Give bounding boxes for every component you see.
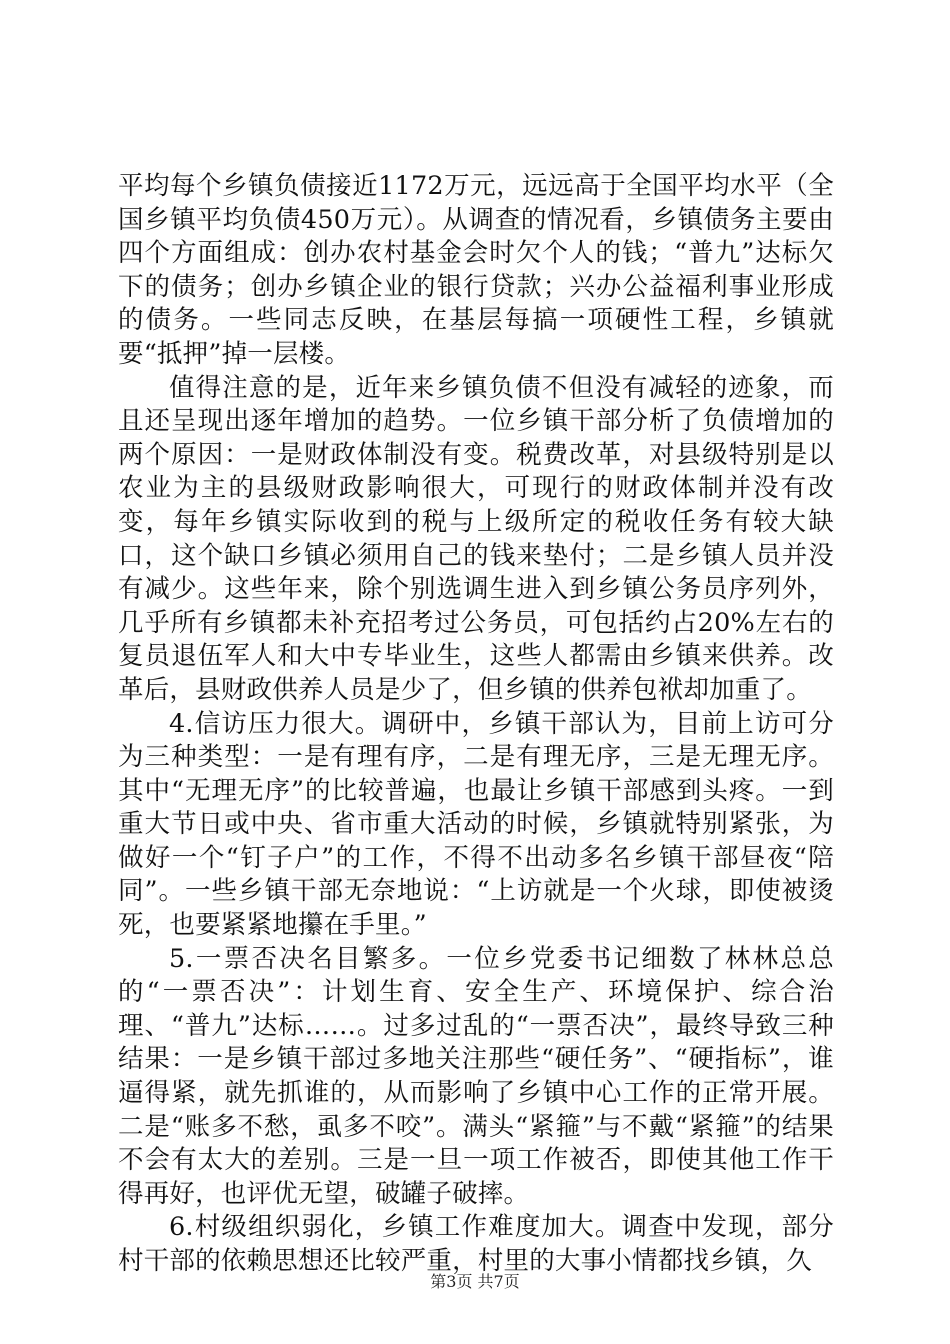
paragraph-petition-pressure: 4.信访压力很大。调研中，乡镇干部认为，目前上访可分为三种类型：一是有理有序，二是有理无序，三是无理无序。其中“无理无序”的比较普遍，也最让乡镇干部感到头疼。一到重大节日或中央、省市重大活动的时候，乡镇就特别紧张，为做好一个“钉子户”的工作，不得不出动多名乡镇干部昼夜“陪同”。一些乡镇干部无奈地说：“上访就是一个火球，即使被烫死，也要紧紧地攥在手里。” (118, 708, 834, 941)
document-body (118, 170, 834, 1279)
paragraph-debt-trend: 值得注意的是，近年来乡镇负债不但没有减轻的迹象，而且还呈现出逐年增加的趋势。一位乡镇干部分析了负债增加的两个原因：一是财政体制没有变。税费改革，对县级特别是以农业为主的县级财政影响很大，可现行的财政体制并没有改变，每年乡镇实际收到的税与上级所定的税收任务有较大缺口，这个缺口乡镇必须用自己的钱来垫付；二是乡镇人员并没有减少。这些年来，除个别选调生进入到乡镇公务员序列外，几乎所有乡镇都未补充招考过公务员，可包括约占20%左右的复员退伍军人和大中专毕业生，这些人都需由乡镇来供养。改革后，县财政供养人员是少了，但乡镇的供养包袱却加重了。 (118, 372, 834, 705)
paragraph-debt-average: 平均每个乡镇负债接近1172万元，远远高于全国平均水平（全国乡镇平均负债450万元）。从调查的情况看，乡镇债务主要由四个方面组成：创办农村基金会时欠个人的钱；“普九”达标欠下的债务；创办乡镇企业的银行贷款；兴办公益福利事业形成的债务。一些同志反映，在基层每搞一项硬性工程，乡镇就要“抵押”掉一层楼。 (118, 171, 834, 369)
paragraph-village-organization: 6.村级组织弱化，乡镇工作难度加大。调查中发现，部分村干部的依赖思想还比较严重，村里的大事小情都找乡镇，久 (118, 1212, 834, 1276)
page-number-footer: 第3页 共7页 (430, 1272, 520, 1291)
paragraph-one-vote-veto: 5.一票否决名目繁多。一位乡党委书记细数了林林总总的“一票否决”：计划生育、安全生产、环境保护、综合治理、“普九”达标……。过多过乱的“一票否决”，最终导致三种结果：一是乡镇干部过多地关注那些“硬任务”、“硬指标”，谁逼得紧，就先抓谁的，从而影响了乡镇中心工作的正常开展。二是“账多不愁，虱多不咬”。满头“紧箍”与不戴“紧箍”的结果不会有太大的差别。三是一旦一项工作被否，即使其他工作干得再好，也评优无望，破罐子破摔。 (118, 943, 834, 1209)
